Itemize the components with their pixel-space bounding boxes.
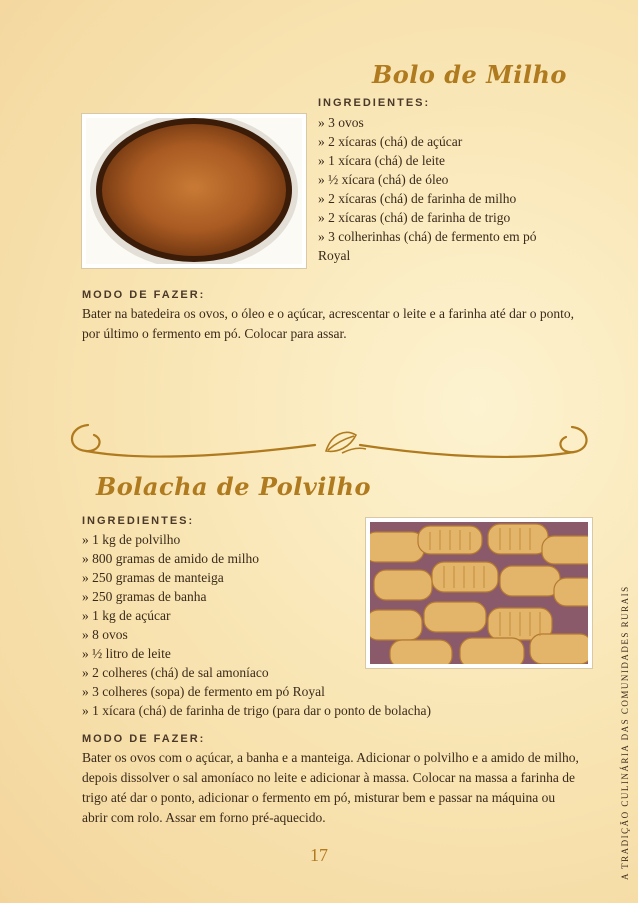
ingredients-section-bolacha [82,515,522,720]
list-item: » ½ litro de leite [82,644,522,663]
method-text: Bater os ovos com o açúcar, a banha e a manteiga. Adicionar o polvilho e a amido de milho, depois dissolver o sal amoníaco no leite e adicionar à massa. Colocar na massa a farinha de trigo até dar o ponto, adicionar o fermento em pó, misturar bem e passar na máquina ou abrir com rolo. Assar em forno pré-aquecido. [82,750,579,825]
method-label: MODO DE FAZER: [82,289,206,301]
list-item: » 250 gramas de manteiga [82,568,522,587]
ingredients-label: INGREDIENTES: [318,97,431,109]
page-number: 17 [310,845,328,865]
side-title: A TRADIÇÃO CULINÁRIA DAS COMUNIDADES RURAIS [620,585,630,880]
method-text: Bater na batedeira os ovos, o óleo e o açúcar, acrescentar o leite e a farinha até dar o ponto, por último o fermento em pó. Colocar para assar. [82,306,574,341]
list-item: » 3 colherinhas (chá) de fermento em pó [318,227,568,246]
ingredients-label: INGREDIENTES: [82,515,195,527]
ingredients-list [318,113,568,246]
list-item: » 3 colheres (sopa) de fermento em pó Royal [82,682,522,701]
bolo-de-milho-photo [82,114,306,268]
list-item: » 250 gramas de banha [82,587,522,606]
ingredients-wrap-line: Royal [318,248,351,263]
method-section-bolo [82,289,582,344]
list-item: » 1 xícara (chá) de leite [318,151,568,170]
list-item: » ½ xícara (chá) de óleo [318,170,568,189]
list-item: » 8 ovos [82,625,522,644]
list-item: » 800 gramas de amido de milho [82,549,522,568]
ingredients-section-bolo [318,97,568,265]
list-item: » 1 kg de açúcar [82,606,522,625]
list-item: » 2 xícaras (chá) de farinha de milho [318,189,568,208]
recipe-title-bolacha-de-polvilho: Bolacha de Polvilho [96,472,371,501]
list-item: » 3 ovos [318,113,568,132]
list-item: » 1 xícara (chá) de farinha de trigo (para dar o ponto de bolacha) [82,701,522,720]
list-item: » 2 xícaras (chá) de açúcar [318,132,568,151]
ingredients-list [82,530,522,720]
method-section-bolacha [82,733,582,828]
recipe-title-bolo-de-milho: Bolo de Milho [372,60,567,89]
list-item: » 1 kg de polvilho [82,530,522,549]
list-item: » 2 colheres (chá) de sal amoníaco [82,663,522,682]
method-label: MODO DE FAZER: [82,733,206,745]
ornament-divider [60,405,600,475]
list-item: » 2 xícaras (chá) de farinha de trigo [318,208,568,227]
